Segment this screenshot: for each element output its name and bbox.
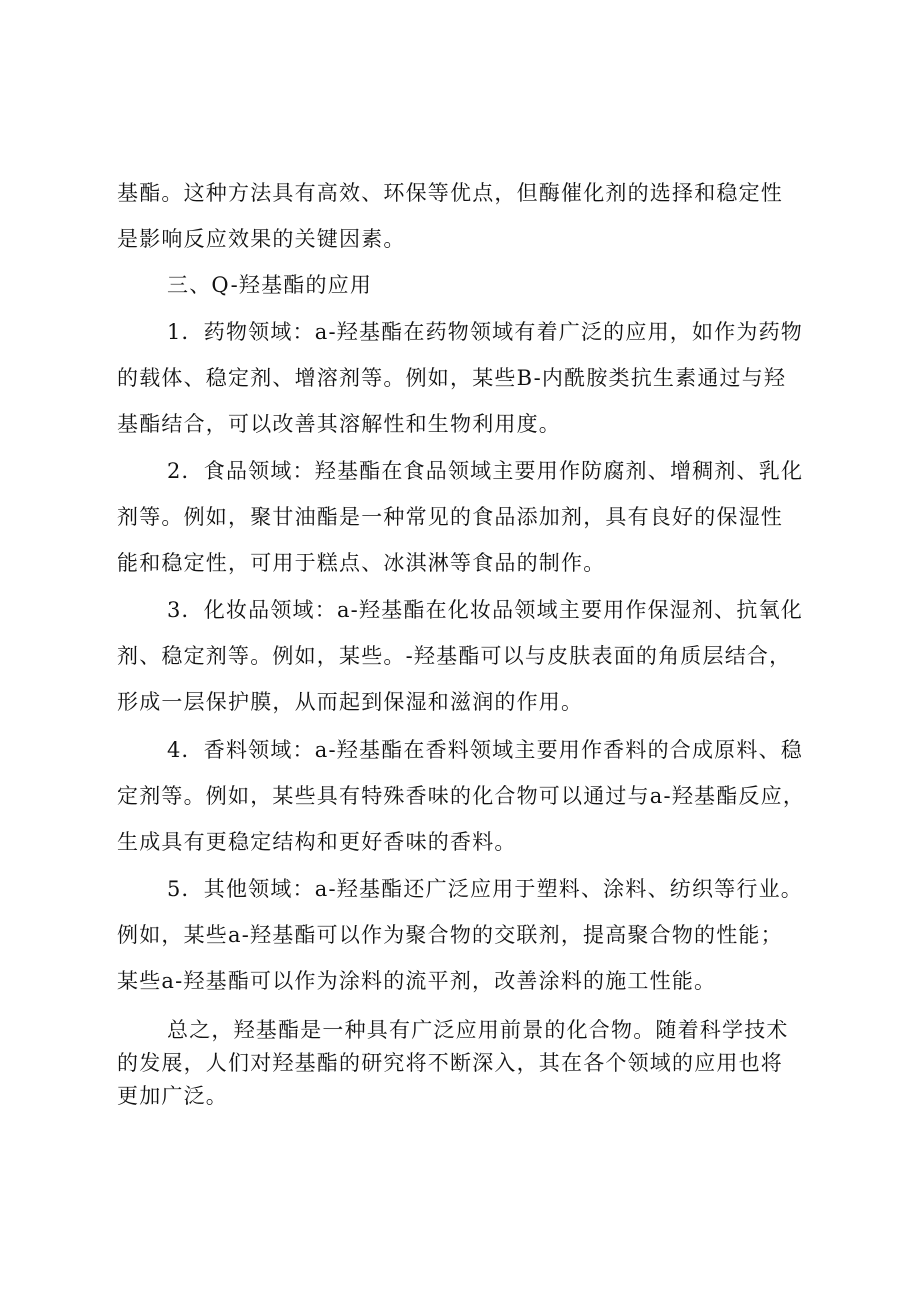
text-line: 剂等。例如，聚甘油酯是一种常见的食品添加剂，具有良好的保湿性: [117, 505, 783, 529]
text-line: 5．其他领域：a-羟基酯还广泛应用于塑料、涂料、纺织等行业。: [167, 877, 803, 901]
intro-paragraph: [117, 170, 817, 262]
text-line: 例如，某些a-羟基酯可以作为聚合物的交联剂，提高聚合物的性能；: [117, 923, 783, 947]
text-line: 3．化妆品领域：a-羟基酯在化妆品领域主要用作保湿剂、抗氧化: [167, 598, 803, 622]
item-paragraph-1: [117, 309, 817, 447]
text-line: 2．食品领域：羟基酯在食品领域主要用作防腐剂、增稠剂、乳化: [167, 459, 804, 483]
item-paragraph-3: [117, 587, 817, 725]
text-line: 更加广泛。: [117, 1084, 228, 1108]
text-line: 基酯结合，可以改善其溶解性和生物利用度。: [117, 412, 561, 436]
text-line: 总之，羟基酯是一种具有广泛应用前景的化合物。随着科学技术: [167, 1018, 789, 1042]
heading-text: 三、Q-羟基酯的应用: [167, 273, 373, 297]
text-line: 是影响反应效果的关键因素。: [117, 227, 406, 251]
text-line: 剂、稳定剂等。例如，某些。-羟基酯可以与皮肤表面的角质层结合，: [117, 644, 792, 668]
item-paragraph-5: [117, 866, 817, 1004]
text-line: 4．香料领域：a-羟基酯在香料领域主要用作香料的合成原料、稳: [167, 738, 803, 762]
text-line: 1．药物领域：a-羟基酯在药物领域有着广泛的应用，如作为药物: [167, 320, 803, 344]
text-line: 某些a-羟基酯可以作为涂料的流平剂，改善涂料的施工性能。: [117, 969, 717, 993]
text-line: 形成一层保护膜，从而起到保湿和滋润的作用。: [117, 690, 584, 714]
conclusion-paragraph: [117, 1014, 817, 1113]
section-heading: [117, 262, 817, 308]
item-paragraph-2: [117, 448, 817, 586]
item-paragraph-4: [117, 727, 817, 865]
text-line: 定剂等。例如，某些具有特殊香味的化合物可以通过与a-羟基酯反应，: [117, 784, 806, 808]
text-line: 的载体、稳定剂、增溶剂等。例如，某些B-内酰胺类抗生素通过与羟: [117, 366, 787, 390]
text-line: 能和稳定性，可用于糕点、冰淇淋等食品的制作。: [117, 551, 606, 575]
text-line: 基酯。这种方法具有高效、环保等优点，但酶催化剂的选择和稳定性: [117, 181, 783, 205]
text-line: 生成具有更稳定结构和更好香味的香料。: [117, 830, 517, 854]
text-line: 的发展，人们对羟基酯的研究将不断深入，其在各个领域的应用也将: [117, 1051, 783, 1075]
